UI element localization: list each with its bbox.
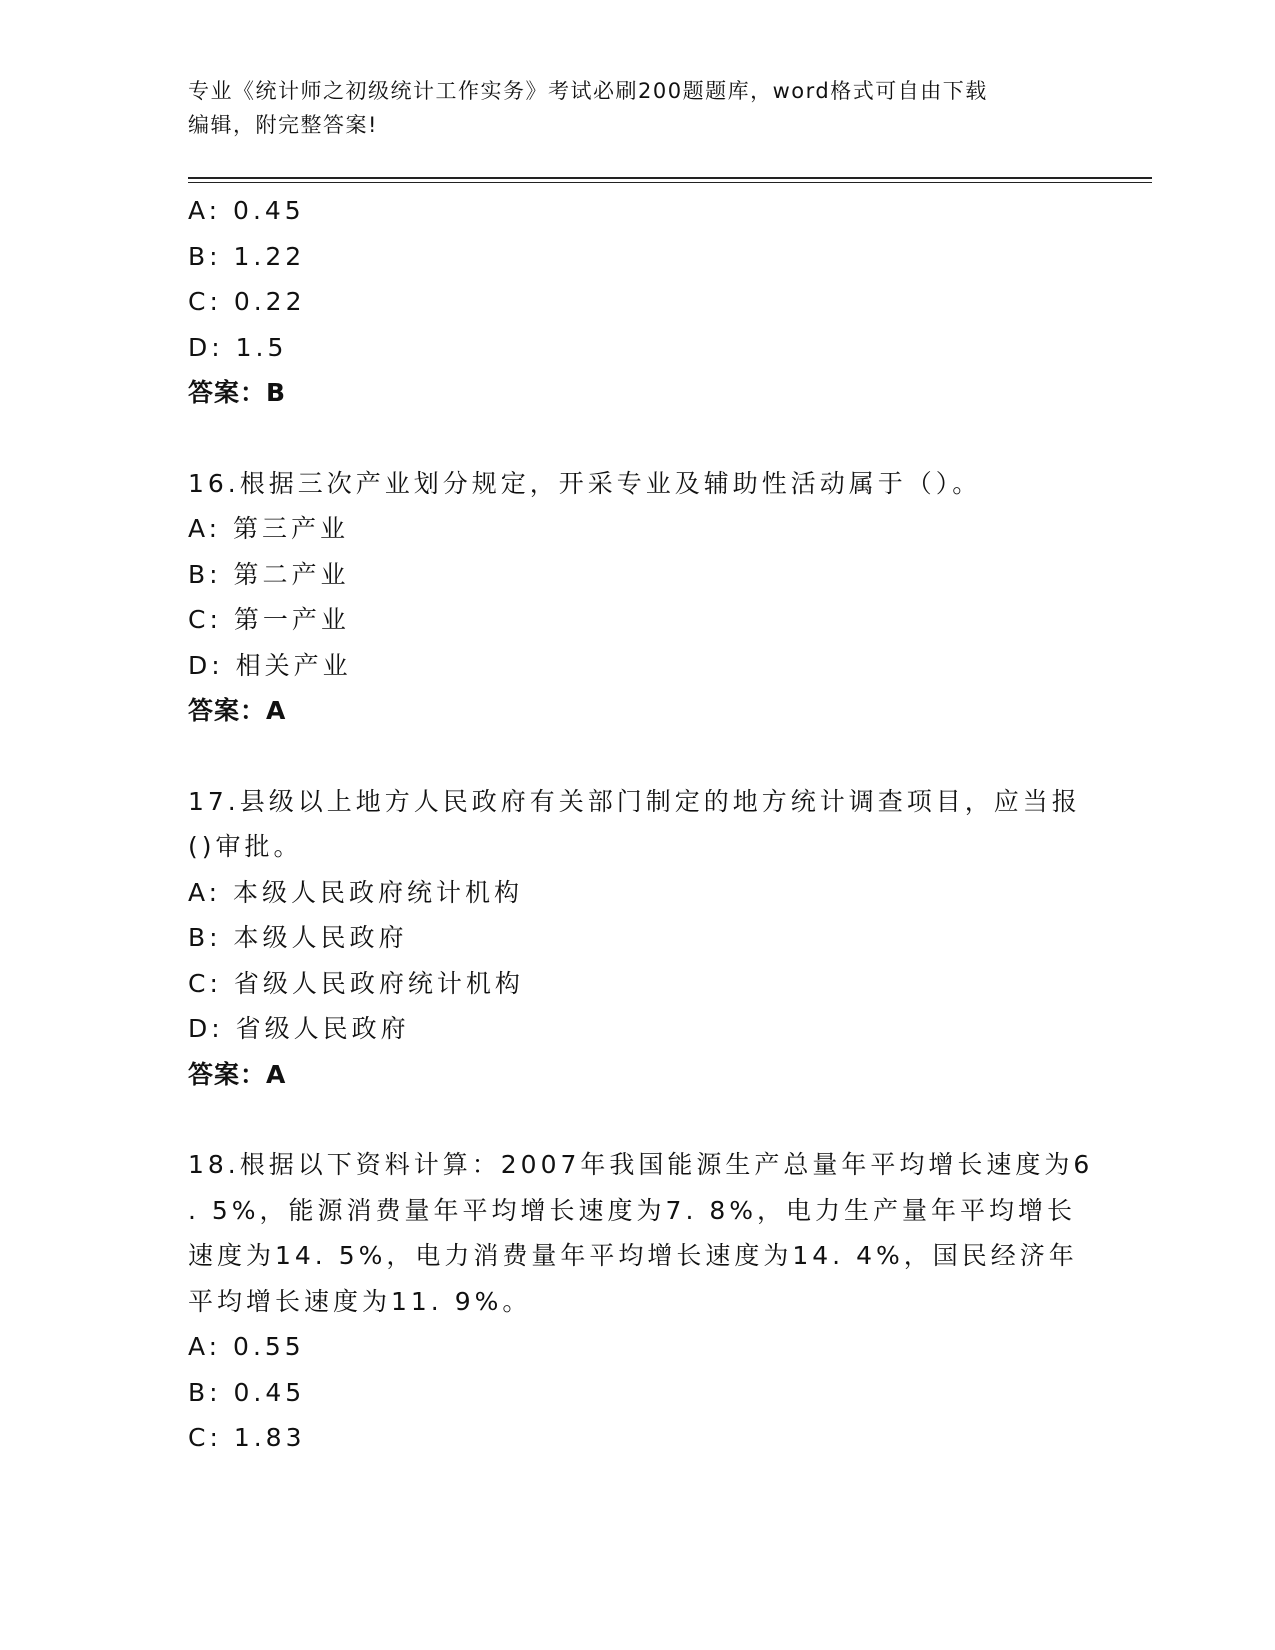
option-a: A: 0.45	[188, 196, 305, 225]
option-c: C: 1.83	[188, 1423, 306, 1452]
option-b: B: 本级人民政府	[188, 923, 408, 952]
question-stem-line-3: 速度为14. 5%，电力消费量年平均增长速度为14. 4%，国民经济年	[188, 1241, 1078, 1270]
answer-label: 答案：B	[188, 378, 287, 407]
question-stem-line-1: 18.根据以下资料计算：2007年我国能源生产总量年平均增长速度为6	[188, 1150, 1094, 1179]
question-17	[188, 779, 1088, 1098]
question-stem: 16.根据三次产业划分规定，开采专业及辅助性活动属于（）。	[188, 468, 982, 498]
option-a: A: 本级人民政府统计机构	[188, 877, 524, 907]
header-divider-thin	[188, 182, 1152, 183]
question-list	[188, 188, 1094, 1461]
option-d: D: 1.5	[188, 332, 288, 362]
answer-label: 答案：A	[188, 696, 287, 725]
question-stem-line-1: 17.县级以上地方人民政府有关部门制定的地方统计调查项目，应当报	[188, 786, 1081, 816]
option-a: A: 第三产业	[188, 514, 350, 543]
question-15	[188, 188, 1088, 416]
document-header	[188, 74, 1068, 142]
answer-label: 答案：A	[188, 1059, 287, 1089]
question-16	[188, 461, 1088, 734]
question-stem-line-2: ()审批。	[188, 832, 303, 861]
option-c: C: 第一产业	[188, 605, 350, 634]
option-b: B: 第二产业	[188, 559, 350, 589]
header-title-line-1: 专业《统计师之初级统计工作实务》考试必刷200题题库，word格式可自由下载	[188, 79, 988, 103]
option-b: B: 0.45	[188, 1377, 306, 1407]
option-a: A: 0.55	[188, 1332, 305, 1361]
option-d: D: 省级人民政府	[188, 1014, 410, 1043]
question-stem-line-4: 平均增长速度为11. 9%。	[188, 1286, 532, 1316]
option-c: C: 省级人民政府统计机构	[188, 968, 524, 998]
header-title-line-2: 编辑，附完整答案!	[188, 113, 378, 137]
question-18	[188, 1142, 1094, 1461]
option-d: D: 相关产业	[188, 650, 352, 680]
option-c: C: 0.22	[188, 287, 306, 316]
header-divider-thick	[188, 177, 1152, 179]
option-b: B: 1.22	[188, 241, 306, 271]
question-stem-line-2: . 5%，能源消费量年平均增长速度为7. 8%，电力生产量年平均增长	[188, 1195, 1077, 1225]
